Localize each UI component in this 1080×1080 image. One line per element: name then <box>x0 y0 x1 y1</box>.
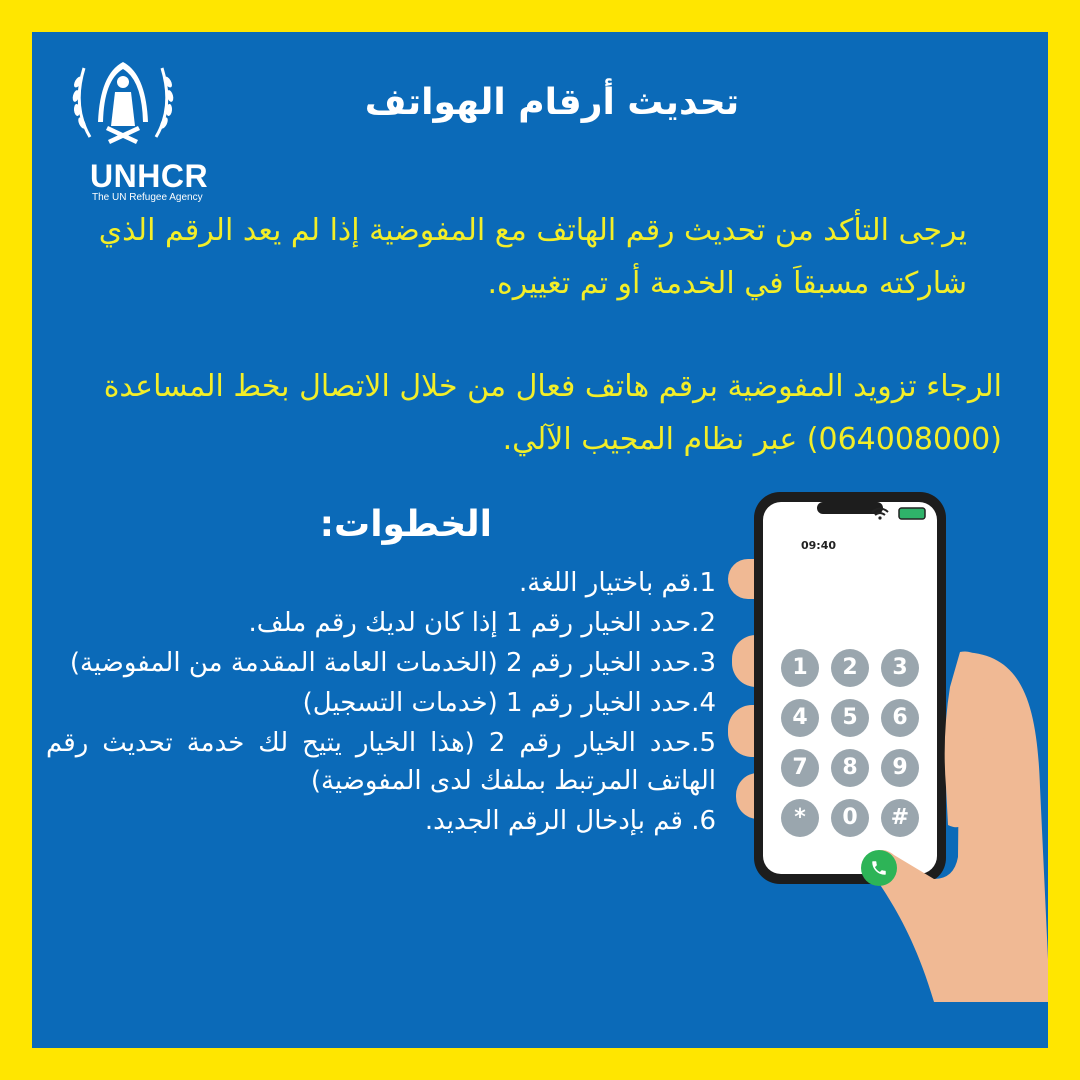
keypad-key[interactable]: 2 <box>831 649 869 687</box>
keypad-key[interactable]: * <box>781 799 819 837</box>
page-title: تحديث أرقام الهواتف <box>364 82 740 123</box>
status-time: 09:40 <box>801 539 837 552</box>
steps-heading: الخطوات: <box>319 504 492 545</box>
keypad-key[interactable]: 6 <box>881 699 919 737</box>
intro-paragraph: يرجى التأكد من تحديث رقم الهاتف مع المفوضية إذا لم يعد الرقم الذي شاركته مسبقاَ في الخدمة أو تم تغييره. <box>98 213 967 301</box>
phone-illustration <box>722 487 1048 1007</box>
steps-list <box>46 564 716 842</box>
step-item: 6. قم بإدخال الرقم الجديد. <box>424 806 716 836</box>
keypad-key[interactable]: 0 <box>831 799 869 837</box>
keypad-key[interactable]: 8 <box>831 749 869 787</box>
logo-tagline: The UN Refugee Agency <box>92 192 203 203</box>
keypad-key[interactable]: 7 <box>781 749 819 787</box>
keypad-key[interactable]: 9 <box>881 749 919 787</box>
unhcr-logo <box>62 52 222 212</box>
call-button[interactable] <box>861 850 897 886</box>
phone-call-icon <box>870 859 888 877</box>
step-item: 5.حدد الخيار رقم 2 (هذا الخيار يتيح لك خدمة تحديث رقم الهاتف المرتبط بملفك لدى المفوضية) <box>46 728 716 796</box>
step-item: 2.حدد الخيار رقم 1 إذا كان لديك رقم ملف. <box>248 608 716 638</box>
unhcr-emblem-icon <box>68 52 178 152</box>
keypad-key[interactable]: 3 <box>881 649 919 687</box>
hand-holding-phone-icon <box>722 487 1048 1007</box>
keypad-key[interactable]: 5 <box>831 699 869 737</box>
keypad-key[interactable]: 4 <box>781 699 819 737</box>
step-item: 3.حدد الخيار رقم 2 (الخدمات العامة المقدمة من المفوضية) <box>69 648 716 678</box>
keypad-key[interactable]: 1 <box>781 649 819 687</box>
step-item: 1.قم باختيار اللغة. <box>519 568 716 598</box>
keypad-key[interactable]: # <box>881 799 919 837</box>
logo-wordmark: UNHCR <box>90 158 209 194</box>
helpline-paragraph: الرجاء تزويد المفوضية برقم هاتف فعال من خلال الاتصال بخط المساعدة (064008000) عبر نظام المجيب الآلي. <box>103 369 1002 457</box>
step-item: 4.حدد الخيار رقم 1 (خدمات التسجيل) <box>302 688 716 718</box>
info-panel <box>32 32 1048 1048</box>
